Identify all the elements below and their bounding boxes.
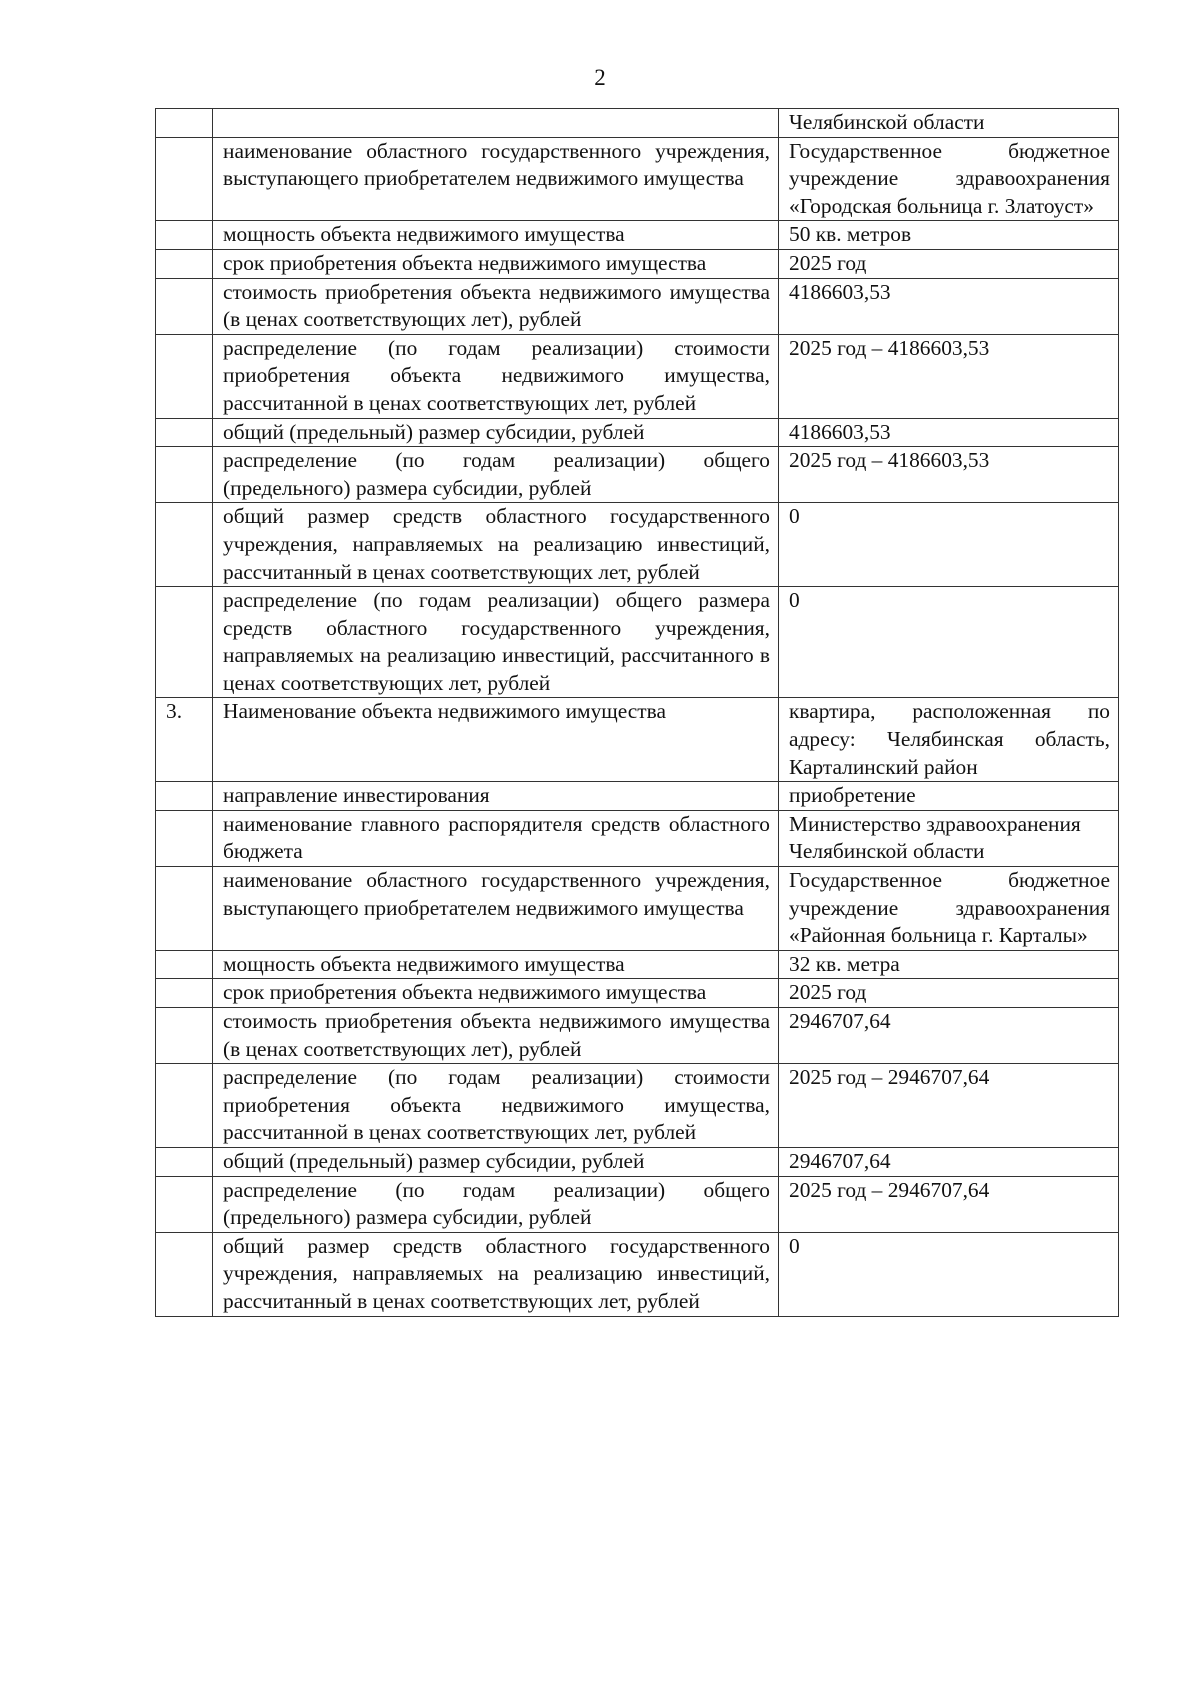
row-label-cell: распределение (по годам реализации) общего (предельного) размера субсидии, рублей [213, 447, 779, 503]
row-value-cell: 2025 год – 2946707,64 [779, 1176, 1119, 1232]
table-row [156, 503, 1119, 587]
row-number-cell [156, 109, 213, 138]
row-number-cell [156, 1232, 213, 1316]
row-value-cell: 2946707,64 [779, 1147, 1119, 1176]
table-row [156, 334, 1119, 418]
row-number-cell [156, 221, 213, 250]
table-row [156, 221, 1119, 250]
row-number-cell [156, 249, 213, 278]
row-value-cell: 0 [779, 1232, 1119, 1316]
row-number-cell [156, 1147, 213, 1176]
row-value-cell: 2946707,64 [779, 1008, 1119, 1064]
table-row [156, 950, 1119, 979]
row-value-cell: приобретение [779, 782, 1119, 811]
row-value-cell: 0 [779, 587, 1119, 698]
row-number-cell [156, 979, 213, 1008]
row-label-cell: направление инвестирования [213, 782, 779, 811]
row-number-cell [156, 503, 213, 587]
row-label-cell: стоимость приобретения объекта недвижимого имущества (в ценах соответствующих лет), рублей [213, 1008, 779, 1064]
row-value-cell: Государственное бюджетное учреждение здравоохранения «Районная больница г. Карталы» [779, 867, 1119, 951]
table-row [156, 418, 1119, 447]
row-number-cell [156, 137, 213, 221]
table-row [156, 1176, 1119, 1232]
row-label-cell: срок приобретения объекта недвижимого имущества [213, 979, 779, 1008]
row-number-cell [156, 1064, 213, 1148]
table-row [156, 1147, 1119, 1176]
investment-object-table [155, 108, 1119, 1317]
row-label-cell: мощность объекта недвижимого имущества [213, 221, 779, 250]
row-number-cell [156, 1008, 213, 1064]
row-number-cell [156, 950, 213, 979]
table-row [156, 979, 1119, 1008]
row-value-cell: Челябинской области [779, 109, 1119, 138]
row-value-cell: 50 кв. метров [779, 221, 1119, 250]
table-row [156, 810, 1119, 866]
row-number-cell [156, 587, 213, 698]
row-value-cell: 2025 год – 4186603,53 [779, 447, 1119, 503]
row-value-cell: Министерство здравоохранения Челябинской области [779, 810, 1119, 866]
table-row [156, 1064, 1119, 1148]
row-value-cell: 0 [779, 503, 1119, 587]
row-value-cell: 32 кв. метра [779, 950, 1119, 979]
row-label-cell: общий (предельный) размер субсидии, рублей [213, 418, 779, 447]
table-row [156, 782, 1119, 811]
row-value-cell: 4186603,53 [779, 418, 1119, 447]
row-value-cell: 2025 год [779, 249, 1119, 278]
row-label-cell: общий размер средств областного государственного учреждения, направляемых на реализацию инвестиций, рассчитанный в ценах соответствующих лет, рублей [213, 1232, 779, 1316]
row-label-cell: общий (предельный) размер субсидии, рублей [213, 1147, 779, 1176]
row-label-cell: срок приобретения объекта недвижимого имущества [213, 249, 779, 278]
row-label-cell: распределение (по годам реализации) общего размера средств областного государственного учреждения, направляемых на реализацию инвестиций, рассчитанного в ценах соответствующих лет, рублей [213, 587, 779, 698]
row-label-cell: стоимость приобретения объекта недвижимого имущества (в ценах соответствующих лет), рублей [213, 278, 779, 334]
row-value-cell: 2025 год – 4186603,53 [779, 334, 1119, 418]
row-number-cell [156, 810, 213, 866]
row-label-cell: Наименование объекта недвижимого имущества [213, 698, 779, 782]
row-label-cell [213, 109, 779, 138]
row-number-cell: 3. [156, 698, 213, 782]
row-number-cell [156, 1176, 213, 1232]
table-row [156, 587, 1119, 698]
row-number-cell [156, 418, 213, 447]
page-number: 2 [594, 65, 606, 90]
table-row [156, 447, 1119, 503]
table-row [156, 137, 1119, 221]
table-row [156, 1232, 1119, 1316]
row-value-cell: 2025 год [779, 979, 1119, 1008]
row-value-cell: квартира, расположенная по адресу: Челябинская область, Карталинский район [779, 698, 1119, 782]
row-label-cell: мощность объекта недвижимого имущества [213, 950, 779, 979]
row-label-cell: распределение (по годам реализации) стоимости приобретения объекта недвижимого имущества, рассчитанной в ценах соответствующих лет, рублей [213, 1064, 779, 1148]
table-row [156, 698, 1119, 782]
row-label-cell: наименование главного распорядителя средств областного бюджета [213, 810, 779, 866]
row-value-cell: 4186603,53 [779, 278, 1119, 334]
row-label-cell: распределение (по годам реализации) стоимости приобретения объекта недвижимого имущества, рассчитанной в ценах соответствующих лет, рублей [213, 334, 779, 418]
table-row [156, 109, 1119, 138]
row-value-cell: Государственное бюджетное учреждение здравоохранения «Городская больница г. Златоуст» [779, 137, 1119, 221]
row-number-cell [156, 334, 213, 418]
table-row [156, 867, 1119, 951]
row-label-cell: наименование областного государственного учреждения, выступающего приобретателем недвижимого имущества [213, 867, 779, 951]
row-number-cell [156, 278, 213, 334]
table-row [156, 249, 1119, 278]
row-number-cell [156, 867, 213, 951]
row-number-cell [156, 447, 213, 503]
row-label-cell: общий размер средств областного государственного учреждения, направляемых на реализацию инвестиций, рассчитанный в ценах соответствующих лет, рублей [213, 503, 779, 587]
row-number-cell [156, 782, 213, 811]
table-row [156, 1008, 1119, 1064]
row-label-cell: наименование областного государственного учреждения, выступающего приобретателем недвижимого имущества [213, 137, 779, 221]
table-row [156, 278, 1119, 334]
row-label-cell: распределение (по годам реализации) общего (предельного) размера субсидии, рублей [213, 1176, 779, 1232]
row-value-cell: 2025 год – 2946707,64 [779, 1064, 1119, 1148]
